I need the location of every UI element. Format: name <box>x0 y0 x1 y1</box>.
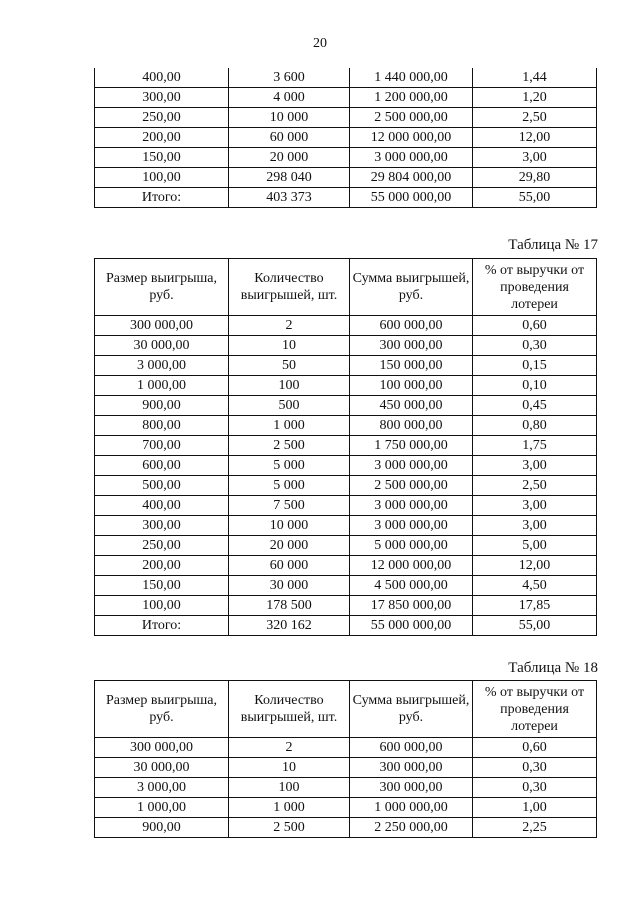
revenue-percent-cell: 3,00 <box>473 456 597 476</box>
prize-sum-cell: 450 000,00 <box>350 396 473 416</box>
prize-size-cell: 250,00 <box>95 536 229 556</box>
prize-size-cell: 150,00 <box>95 576 229 596</box>
prize-size-cell: 900,00 <box>95 818 229 838</box>
prize-count-cell: 10 000 <box>229 516 350 536</box>
prize-count-cell: 10 000 <box>229 108 350 128</box>
prize-sum-cell: 55 000 000,00 <box>350 616 473 636</box>
prize-sum-cell: 600 000,00 <box>350 738 473 758</box>
prize-size-cell: 30 000,00 <box>95 336 229 356</box>
prize-size-cell: 100,00 <box>95 168 229 188</box>
prize-count-cell: 2 <box>229 738 350 758</box>
table-row <box>95 758 597 778</box>
revenue-percent-cell: 2,25 <box>473 818 597 838</box>
revenue-percent-cell: 4,50 <box>473 576 597 596</box>
prize-count-cell: 3 600 <box>229 68 350 88</box>
prize-size-cell: 150,00 <box>95 148 229 168</box>
table-row <box>95 576 597 596</box>
prize-count-cell: 178 500 <box>229 596 350 616</box>
total-row <box>95 616 597 636</box>
table-row <box>95 596 597 616</box>
table-header-row <box>95 259 597 316</box>
prize-count-cell: 20 000 <box>229 536 350 556</box>
prize-size-cell: 250,00 <box>95 108 229 128</box>
prize-sum-cell: 1 200 000,00 <box>350 88 473 108</box>
header-prize-count: Количество выигрышей, шт. <box>229 681 350 738</box>
table-row <box>95 516 597 536</box>
revenue-percent-cell: 12,00 <box>473 128 597 148</box>
prize-sum-cell: 300 000,00 <box>350 758 473 778</box>
prize-sum-cell: 100 000,00 <box>350 376 473 396</box>
table-header-row <box>95 681 597 738</box>
prize-count-cell: 5 000 <box>229 476 350 496</box>
prize-sum-cell: 300 000,00 <box>350 778 473 798</box>
table-row <box>95 476 597 496</box>
prize-sum-cell: 3 000 000,00 <box>350 148 473 168</box>
header-revenue-percent: % от выручки от проведения лотереи <box>473 681 597 738</box>
table-row <box>95 316 597 336</box>
revenue-percent-cell: 12,00 <box>473 556 597 576</box>
revenue-percent-cell: 1,75 <box>473 436 597 456</box>
table-row <box>95 108 597 128</box>
table-row <box>95 168 597 188</box>
revenue-percent-cell: 3,00 <box>473 516 597 536</box>
prize-size-cell: 1 000,00 <box>95 376 229 396</box>
prize-count-cell: 1 000 <box>229 798 350 818</box>
table-row <box>95 416 597 436</box>
prize-table-17 <box>94 258 597 636</box>
prize-size-cell: 1 000,00 <box>95 798 229 818</box>
prize-size-cell: 400,00 <box>95 68 229 88</box>
revenue-percent-cell: 0,30 <box>473 778 597 798</box>
prize-count-cell: 1 000 <box>229 416 350 436</box>
table-row <box>95 456 597 476</box>
prize-count-cell: 320 162 <box>229 616 350 636</box>
table-17-caption: Таблица № 17 <box>508 237 598 253</box>
prize-sum-cell: 1 000 000,00 <box>350 798 473 818</box>
prize-count-cell: 100 <box>229 376 350 396</box>
prize-sum-cell: 3 000 000,00 <box>350 496 473 516</box>
revenue-percent-cell: 17,85 <box>473 596 597 616</box>
prize-table-continuation <box>94 68 597 208</box>
table-row <box>95 376 597 396</box>
revenue-percent-cell: 5,00 <box>473 536 597 556</box>
prize-size-cell: Итого: <box>95 188 229 208</box>
revenue-percent-cell: 55,00 <box>473 616 597 636</box>
table-row <box>95 128 597 148</box>
prize-count-cell: 7 500 <box>229 496 350 516</box>
prize-sum-cell: 150 000,00 <box>350 356 473 376</box>
revenue-percent-cell: 0,45 <box>473 396 597 416</box>
page-number: 20 <box>313 36 327 51</box>
revenue-percent-cell: 0,15 <box>473 356 597 376</box>
revenue-percent-cell: 2,50 <box>473 476 597 496</box>
prize-count-cell: 2 500 <box>229 436 350 456</box>
table-row <box>95 148 597 168</box>
revenue-percent-cell: 29,80 <box>473 168 597 188</box>
revenue-percent-cell: 2,50 <box>473 108 597 128</box>
header-prize-sum: Сумма выигрышей, руб. <box>350 681 473 738</box>
prize-count-cell: 100 <box>229 778 350 798</box>
prize-count-cell: 10 <box>229 758 350 778</box>
revenue-percent-cell: 55,00 <box>473 188 597 208</box>
header-prize-size: Размер выигрыша, руб. <box>95 681 229 738</box>
table-row <box>95 818 597 838</box>
prize-count-cell: 2 <box>229 316 350 336</box>
prize-sum-cell: 12 000 000,00 <box>350 556 473 576</box>
prize-size-cell: 900,00 <box>95 396 229 416</box>
prize-size-cell: 200,00 <box>95 556 229 576</box>
table-row <box>95 396 597 416</box>
prize-size-cell: 800,00 <box>95 416 229 436</box>
prize-sum-cell: 55 000 000,00 <box>350 188 473 208</box>
revenue-percent-cell: 1,20 <box>473 88 597 108</box>
prize-size-cell: 600,00 <box>95 456 229 476</box>
prize-size-cell: 300 000,00 <box>95 316 229 336</box>
prize-count-cell: 5 000 <box>229 456 350 476</box>
prize-size-cell: 100,00 <box>95 596 229 616</box>
prize-size-cell: 3 000,00 <box>95 778 229 798</box>
prize-sum-cell: 2 250 000,00 <box>350 818 473 838</box>
prize-count-cell: 2 500 <box>229 818 350 838</box>
prize-count-cell: 500 <box>229 396 350 416</box>
prize-sum-cell: 29 804 000,00 <box>350 168 473 188</box>
table-row <box>95 356 597 376</box>
prize-size-cell: 300,00 <box>95 88 229 108</box>
revenue-percent-cell: 0,80 <box>473 416 597 436</box>
revenue-percent-cell: 0,30 <box>473 758 597 778</box>
header-prize-count: Количество выигрышей, шт. <box>229 259 350 316</box>
prize-size-cell: 300,00 <box>95 516 229 536</box>
prize-sum-cell: 5 000 000,00 <box>350 536 473 556</box>
prize-size-cell: 200,00 <box>95 128 229 148</box>
revenue-percent-cell: 3,00 <box>473 496 597 516</box>
prize-size-cell: 30 000,00 <box>95 758 229 778</box>
table-row <box>95 436 597 456</box>
prize-sum-cell: 600 000,00 <box>350 316 473 336</box>
revenue-percent-cell: 0,60 <box>473 316 597 336</box>
revenue-percent-cell: 0,10 <box>473 376 597 396</box>
revenue-percent-cell: 3,00 <box>473 148 597 168</box>
prize-count-cell: 30 000 <box>229 576 350 596</box>
table-row <box>95 536 597 556</box>
prize-size-cell: 700,00 <box>95 436 229 456</box>
table-row <box>95 556 597 576</box>
table-18-caption: Таблица № 18 <box>508 660 598 676</box>
header-revenue-percent: % от выручки от проведения лотереи <box>473 259 597 316</box>
prize-table-18 <box>94 680 597 838</box>
header-prize-size: Размер выигрыша, руб. <box>95 259 229 316</box>
prize-size-cell: Итого: <box>95 616 229 636</box>
revenue-percent-cell: 0,60 <box>473 738 597 758</box>
prize-sum-cell: 2 500 000,00 <box>350 476 473 496</box>
table-row <box>95 336 597 356</box>
prize-size-cell: 3 000,00 <box>95 356 229 376</box>
prize-count-cell: 4 000 <box>229 88 350 108</box>
prize-sum-cell: 17 850 000,00 <box>350 596 473 616</box>
revenue-percent-cell: 0,30 <box>473 336 597 356</box>
prize-count-cell: 10 <box>229 336 350 356</box>
prize-sum-cell: 3 000 000,00 <box>350 516 473 536</box>
prize-count-cell: 403 373 <box>229 188 350 208</box>
revenue-percent-cell: 1,44 <box>473 68 597 88</box>
table-row <box>95 88 597 108</box>
prize-size-cell: 300 000,00 <box>95 738 229 758</box>
table-row <box>95 778 597 798</box>
table-row <box>95 738 597 758</box>
table-row <box>95 496 597 516</box>
prize-sum-cell: 300 000,00 <box>350 336 473 356</box>
prize-count-cell: 50 <box>229 356 350 376</box>
prize-sum-cell: 3 000 000,00 <box>350 456 473 476</box>
prize-sum-cell: 4 500 000,00 <box>350 576 473 596</box>
total-row <box>95 188 597 208</box>
prize-count-cell: 298 040 <box>229 168 350 188</box>
prize-sum-cell: 800 000,00 <box>350 416 473 436</box>
prize-size-cell: 400,00 <box>95 496 229 516</box>
prize-count-cell: 20 000 <box>229 148 350 168</box>
prize-sum-cell: 2 500 000,00 <box>350 108 473 128</box>
prize-sum-cell: 1 750 000,00 <box>350 436 473 456</box>
prize-count-cell: 60 000 <box>229 556 350 576</box>
prize-sum-cell: 1 440 000,00 <box>350 68 473 88</box>
prize-size-cell: 500,00 <box>95 476 229 496</box>
prize-count-cell: 60 000 <box>229 128 350 148</box>
prize-sum-cell: 12 000 000,00 <box>350 128 473 148</box>
header-prize-sum: Сумма выигрышей, руб. <box>350 259 473 316</box>
table-row <box>95 68 597 88</box>
table-row <box>95 798 597 818</box>
revenue-percent-cell: 1,00 <box>473 798 597 818</box>
